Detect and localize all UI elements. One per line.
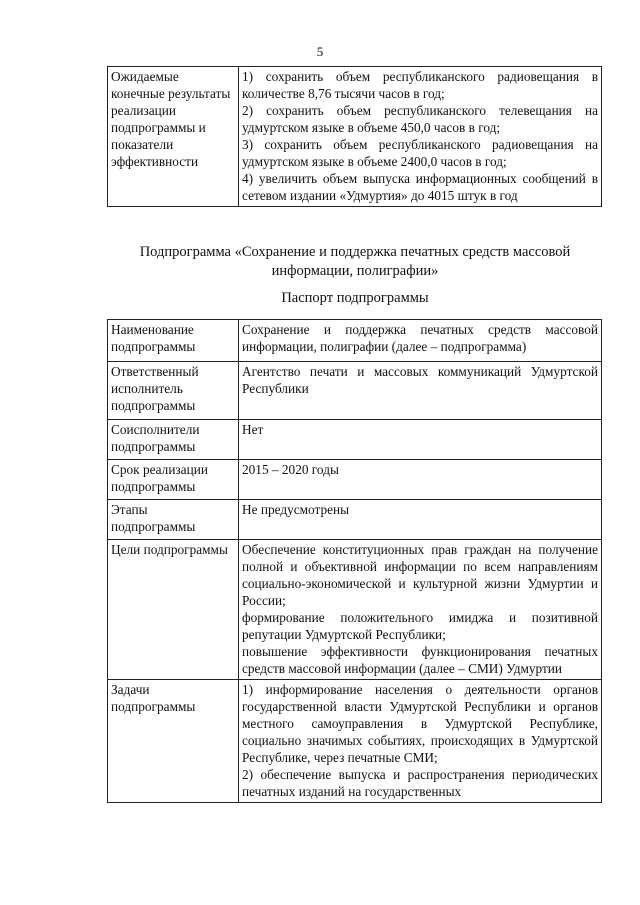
row-value [239,420,602,460]
row-label: Задачи подпрограммы [108,680,239,803]
table-row [108,500,602,540]
table-row [108,460,602,500]
row-text: Агентство печати и массовых коммуникаций Удмуртской Республики [242,364,598,396]
row-label: Наименование подпрограммы [108,320,239,362]
row-value [239,67,602,207]
row-text: 2) обеспечение выпуска и распространения периодических печатных изданий на государственных [242,767,598,799]
passport-table [107,319,602,803]
row-text: Нет [242,422,264,437]
row-label: Ожидаемые конечные результаты реализации подпрограммы и показатели эффективности [108,67,239,207]
row-text: 1) информирование населения о деятельности органов государственной власти Удмуртской Республики и органов местного самоуправления в Удмуртской Республике, социально значимых событиях, происходящих в Удмуртской Республике, через печатные СМИ; [242,682,598,765]
row-value [239,500,602,540]
subprogram-title: Подпрограмма «Сохранение и поддержка печатных средств массовой информации, полиграфии» [139,244,571,279]
row-label: Этапы подпрограммы [108,500,239,540]
passport-title: Паспорт подпрограммы [281,290,429,306]
row-label: Соисполнители подпрограммы [108,420,239,460]
row-value [239,680,602,803]
row-text: Сохранение и поддержка печатных средств массовой информации, полиграфии (далее – подпрограмма) [242,322,598,354]
table-row [108,67,602,207]
table-row [108,540,602,680]
result-item: 3) сохранить объем республиканского радиовещания на удмуртском языке в объеме 2400,0 часов в год; [242,137,598,169]
row-text: Обеспечение конституционных прав граждан на получение полной и объективной информации по всем направлениям социально-экономической и культурной жизни Удмуртии и России; [242,542,598,608]
row-value [239,320,602,362]
result-item: 2) сохранить объем республиканского телевещания на удмуртском языке в объеме 450,0 часов в год; [242,103,598,135]
row-label: Цели подпрограммы [108,540,239,680]
row-text: Не предусмотрены [242,502,350,517]
table-row [108,362,602,420]
table-row [108,320,602,362]
row-text: повышение эффективности функционирования печатных средств массовой информации (далее – СМИ) Удмуртии [242,644,598,676]
result-item: 1) сохранить объем республиканского радиовещания в количестве 8,76 тысячи часов в год; [242,69,598,101]
table-row [108,680,602,803]
result-item: 4) увеличить объем выпуска информационных сообщений в сетевом издании «Удмуртия» до 4015 штук в год [242,171,598,203]
page-number: 5 [316,44,324,59]
row-label: Срок реализации подпрограммы [108,460,239,500]
row-label: Ответственный исполнитель подпрограммы [108,362,239,420]
row-text: 2015 – 2020 годы [242,462,339,477]
row-value [239,460,602,500]
expected-results-table [107,66,602,207]
row-value [239,540,602,680]
table-row [108,420,602,460]
row-value [239,362,602,420]
row-text: формирование положительного имиджа и позитивной репутации Удмуртской Республики; [242,610,598,642]
